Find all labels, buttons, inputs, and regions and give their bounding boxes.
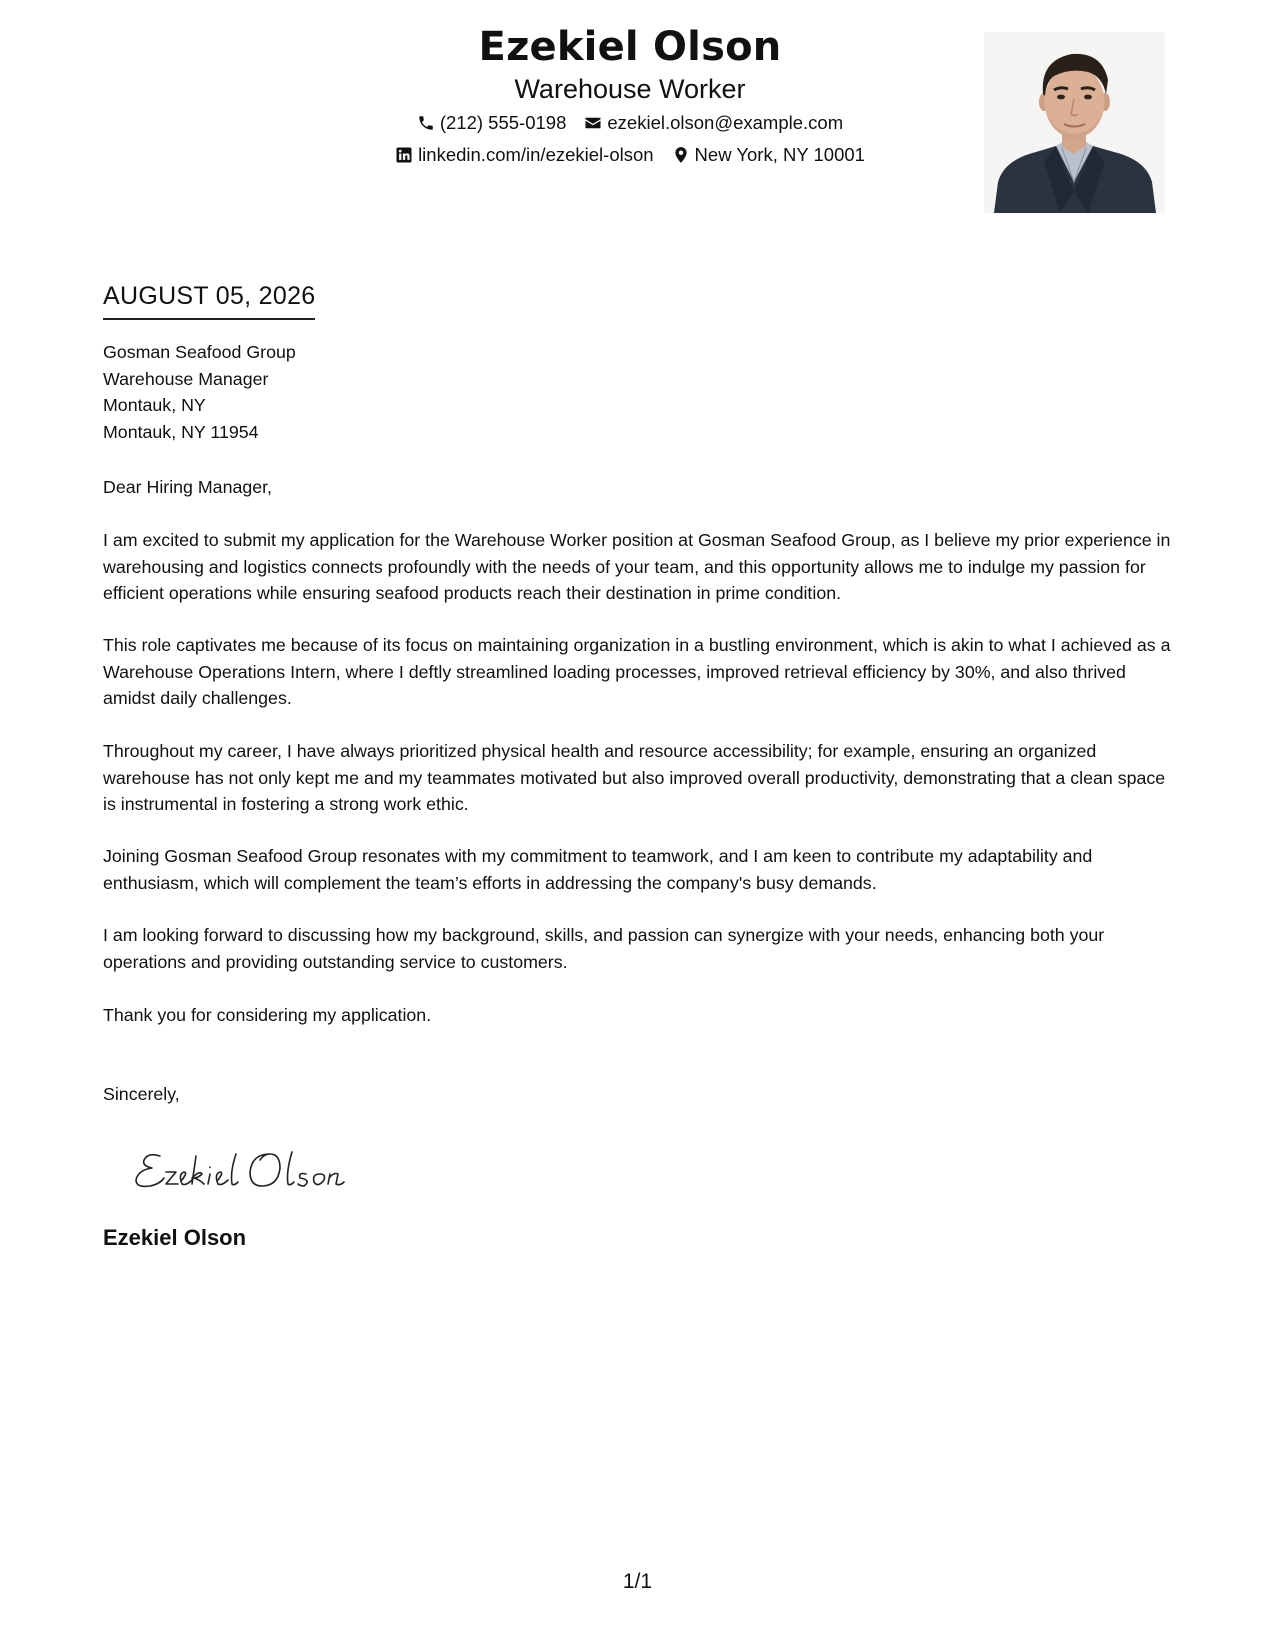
phone-text: (212) 555-0198 bbox=[439, 112, 567, 133]
thank-you-line: Thank you for considering my application. bbox=[103, 1005, 432, 1025]
applicant-role: Warehouse Worker bbox=[514, 74, 746, 104]
closing: Sincerely, bbox=[103, 1084, 180, 1104]
location-text: New York, NY 10001 bbox=[694, 144, 865, 165]
linkedin-text[interactable]: linkedin.com/in/ezekiel-olson bbox=[418, 144, 654, 165]
signature-image bbox=[130, 1142, 370, 1198]
phone-icon bbox=[417, 114, 435, 132]
recipient-company: Gosman Seafood Group bbox=[103, 342, 296, 362]
body-paragraph: I am looking forward to discussing how my background, skills, and passion can synergize with your needs, enhancing both your operations and providing outstanding service to customers. bbox=[103, 925, 1105, 972]
recipient-city: Montauk, NY bbox=[103, 395, 206, 415]
location-contact bbox=[672, 140, 865, 170]
envelope-icon bbox=[584, 114, 602, 132]
linkedin-contact[interactable] bbox=[395, 140, 653, 170]
body-paragraph: Joining Gosman Seafood Group resonates with my commitment to teamwork, and I am keen to contribute my adaptability and enthusiasm, which will complement the team’s efforts in addressing the company's busy demands. bbox=[103, 846, 1093, 893]
body-paragraph: Throughout my career, I have always prioritized physical health and resource accessibility; for example, ensuring an organized warehouse has not only kept me and my teammates motivated but also improved overall productivity, demonstrating that a clean space is instrumental in fostering a strong work ethic. bbox=[103, 741, 1166, 814]
profile-photo bbox=[984, 32, 1165, 213]
body-paragraph: I am excited to submit my application for the Warehouse Worker position at Gosman Seafood Group, as I believe my prior experience in warehousing and logistics connects profoundly with the needs of your team, and this opportunity allows me to indulge my passion for efficient operations while ensuring seafood products reach their destination in prime condition. bbox=[103, 530, 1171, 603]
applicant-name: Ezekiel Olson bbox=[478, 24, 782, 70]
phone-contact bbox=[417, 108, 567, 138]
salutation: Dear Hiring Manager, bbox=[103, 477, 272, 497]
linkedin-icon bbox=[395, 146, 413, 164]
email-text[interactable]: ezekiel.olson@example.com bbox=[607, 112, 844, 133]
contact-row-1 bbox=[250, 108, 1010, 138]
recipient-address bbox=[103, 339, 1173, 445]
letter-header bbox=[250, 22, 1010, 170]
signer-name: Ezekiel Olson bbox=[103, 1225, 247, 1250]
map-pin-icon bbox=[672, 146, 690, 164]
letter-date: AUGUST 05, 2026 bbox=[103, 280, 315, 320]
recipient-address-line: Montauk, NY 11954 bbox=[103, 421, 259, 442]
email-contact[interactable] bbox=[584, 108, 843, 138]
page-number: 1/1 bbox=[622, 1570, 653, 1593]
body-paragraph: This role captivates me because of its focus on maintaining organization in a bustling environment, which is akin to what I achieved as a Warehouse Operations Intern, where I deftly streamlined loading processes, improved retrieval efficiency by 30%, and also thrived amidst daily challenges. bbox=[103, 635, 1171, 708]
recipient-title: Warehouse Manager bbox=[103, 368, 269, 389]
contact-row-2 bbox=[250, 140, 1010, 170]
